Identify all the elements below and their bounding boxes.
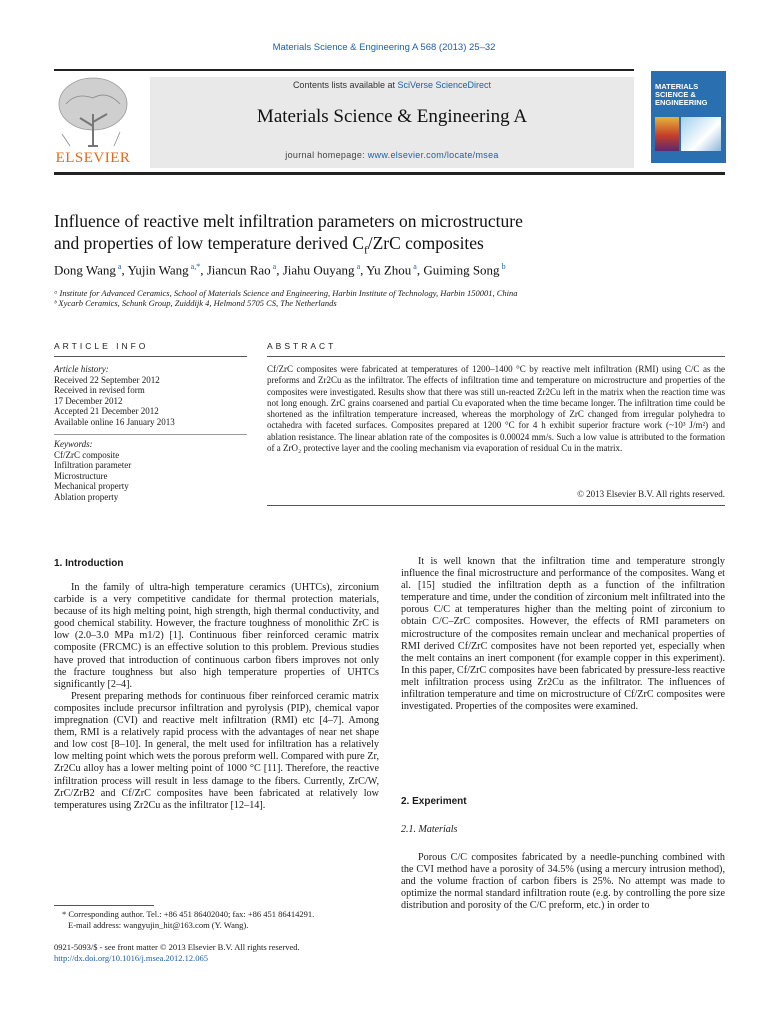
front-matter (54, 942, 454, 964)
author-name: , Guiming Song (416, 262, 500, 278)
history-item: Received 22 September 2012 (54, 374, 160, 385)
keywords (54, 439, 247, 502)
article-history (54, 364, 247, 427)
history-label: Article history: (54, 364, 109, 374)
left-column (54, 582, 379, 812)
homepage-prefix: journal homepage: (285, 150, 368, 160)
abstract-rule (267, 356, 725, 357)
footnote-rule (54, 905, 154, 906)
right-paragraph-1: It is well known that the infiltration time and temperature strongly influence the final microstructure and performance of the composites. Wang et al. [15] studied the infiltration depth as a function of the infiltration temperature and time, under the condition of zirconium melt infiltrated into the porous C/C at temperatures higher than the melting point of zirconium to obtain C/C–ZrC composites. However, the effects of RMI parameters on microstructure of the composites remain unclear and mechanical properties of RMI derived Cf/ZrC composites have not been reported yet, especially when the melt contains an inert component (for example copper in this experiment). In this paper, Cf/ZrC composites have been fabricated by pressure-less reactive melt infiltration process using Zr2Cu as the infiltrator. The influences of infiltration temperature and time on microstructure of Cf/ZrC composites were investigated. Properties of the composites were examined. (401, 556, 725, 713)
author-name: , Yu Zhou (360, 262, 412, 278)
history-divider (54, 434, 247, 435)
article-info-heading: ARTICLE INFO (54, 341, 149, 351)
section-heading-experiment: 2. Experiment (401, 796, 467, 807)
doi-link[interactable]: http://dx.doi.org/10.1016/j.msea.2012.12.065 (54, 953, 209, 963)
keyword-item: Ablation property (54, 491, 119, 502)
author-affiliation-mark[interactable]: a (354, 262, 361, 271)
copyright-notice: © 2013 Elsevier B.V. All rights reserved. (577, 489, 725, 499)
footnote-corresponding: * Corresponding author. Tel.: +86 451 86402040; fax: +86 451 86414291. (62, 909, 315, 919)
keywords-label: Keywords: (54, 439, 93, 449)
contents-prefix: Contents lists available at (292, 80, 398, 90)
author-affiliation-mark[interactable]: b (499, 262, 506, 271)
keyword-item: Infiltration parameter (54, 460, 132, 470)
sciencedirect-link[interactable]: SciVerse ScienceDirect (397, 80, 492, 90)
author-name: Dong Wang (54, 262, 116, 278)
affiliation-a: ᵃ Institute for Advanced Ceramics, School of Materials Science and Engineering, Harbin Institute of Technology, Harbin 150001, China (54, 288, 518, 298)
author-name: , Jiancun Rao (200, 262, 271, 278)
history-item: Accepted 21 December 2012 (54, 406, 159, 416)
journal-homepage (150, 150, 634, 160)
cover-image-right (681, 117, 721, 151)
intro-paragraph-1: In the family of ultra-high temperature ceramics (UHTCs), zirconium carbide is a very competitive candidate for thermal protection materials, because of its high melting point, high strength, high thermal conductivity, and good chemical stability. However, the fracture toughness of monolithic ZrC is low (2.0–3.0 MPa m1/2) [1]. Continuous fiber reinforced ceramic matrix composite (FRCMC) is an effective solution to this problem. Previous studies have proved that introduction of continuous carbon fibers improves not only the fracture toughness but also high temperature properties of UHTCs significantly [2–4]. (54, 582, 379, 690)
contents-line (150, 80, 634, 90)
footnote-email[interactable]: E-mail address: wangyujin_hit@163.com (Y. Wang). (68, 920, 249, 930)
affiliation-b: ᵇ Xycarb Ceramics, Schunk Group, Zuiddijk 4, Helmond 5705 CS, The Netherlands (54, 298, 337, 308)
right-column-bottom (401, 852, 725, 912)
abstract-text: Cf/ZrC composites were fabricated at temperatures of 1200–1400 °C by reactive melt infiltration (RMI) using C/C as the preforms and Zr2Cu as the infiltrator. The effects of infiltration time and temperature on microstructure and properties of the composites were investigated. Results show that there was still un-reacted Zr2Cu left in the matrix when the reaction time was not long enough. ZrC grains coarsened and partial Cu evaporated when the time became longer. The infiltration time could be shortened as the infiltration temperature increased, whereas the morphology of ZrC changed from irregular polyhedra to octahedra with faceted surfaces. Composites prepared at 1200 °C for 4 h exhibit superior fracture work (~10³ J/m²) and ablation resistance. The linear ablation rate of the composites is 0.00024 mm/s. Such a low value is attributed to the formation of a ZrO₂ protective layer and the cooling mechanism via evaporation of residual Cu in the matrix. (267, 364, 725, 454)
journal-citation[interactable]: Materials Science & Engineering A 568 (2013) 25–32 (272, 42, 496, 53)
right-paragraph-2: Porous C/C composites fabricated by a needle-punching combined with the CVI method have a porosity of 34.5% (using a mercury intrusion method), and the volume fraction of carbon fibers is 25%. No attempt was made to optimize the normal standard infiltration route (e.g. by controlling the pore size distribution and porosity of the C/C preform, etc.) in order to (401, 852, 725, 912)
author-affiliation-mark[interactable]: a (270, 262, 277, 271)
article-title (54, 210, 734, 262)
author-name: , Yujin Wang (121, 262, 189, 278)
author-affiliation-mark[interactable]: a,* (188, 262, 201, 271)
author-list (54, 262, 734, 278)
title-end: /ZrC composites (367, 233, 484, 253)
keyword-item: Cf/ZrC composite (54, 449, 120, 460)
right-column-top (401, 556, 725, 713)
journal-cover[interactable] (651, 71, 726, 163)
intro-paragraph-2: Present preparing methods for continuous fiber reinforced ceramic matrix composites include precursor infiltration and pyrolysis (PIP), chemical vapor impregnation (CVI) and reactive melt infiltration (RMI) etc [4–7]. Among them, RMI is a relatively rapid process with the advantages of near net shape and low cost [8–10]. In general, the melt used for infiltration has a relatively low melting point which wets the porous preform well. Compared with pure Zr, Zr2Cu alloy has a lower melting point of 1000 °C [11]. Therefore, the reactive infiltration process will result in less damage to the fibers. Currently, ZrC/W, ZrC/ZrB2 and Cf/ZrC composites have been fabricated at relatively low temperatures using Zr2Cu as the infiltrator [12–14]. (54, 690, 379, 811)
title-subscript: f (364, 244, 368, 257)
keyword-item: Mechanical property (54, 481, 129, 491)
abstract-bottom-rule (267, 505, 725, 506)
article-info-rule (54, 356, 247, 357)
history-item: Received in revised form (54, 385, 145, 395)
cover-image-left (655, 117, 679, 151)
header-top-rule (54, 69, 634, 71)
author-affiliation-mark[interactable]: a (115, 262, 122, 271)
history-item: 17 December 2012 (54, 395, 123, 406)
title-line-1: Influence of reactive melt infiltration parameters on microstructure (54, 211, 523, 231)
author-name: , Jiahu Ouyang (276, 262, 355, 278)
section-heading-introduction: 1. Introduction (54, 558, 124, 569)
subsection-heading-materials: 2.1. Materials (401, 824, 458, 835)
front-matter-issn: 0921-5093/$ - see front matter © 2013 Elsevier B.V. All rights reserved. (54, 942, 300, 952)
homepage-link[interactable]: www.elsevier.com/locate/msea (367, 150, 499, 160)
publisher-logo-text: ELSEVIER (55, 150, 131, 166)
cover-title: MATERIALS SCIENCE & ENGINEERING (655, 82, 708, 107)
footnote (54, 909, 379, 931)
header-bottom-rule (54, 172, 725, 175)
title-line-2: and properties of low temperature derived C (54, 233, 365, 253)
author-affiliation-mark[interactable]: a (411, 262, 417, 271)
history-item: Available online 16 January 2013 (54, 416, 175, 427)
abstract-heading: ABSTRACT (267, 341, 337, 351)
keyword-item: Microstructure (54, 470, 108, 481)
journal-title: Materials Science & Engineering A (256, 106, 528, 127)
